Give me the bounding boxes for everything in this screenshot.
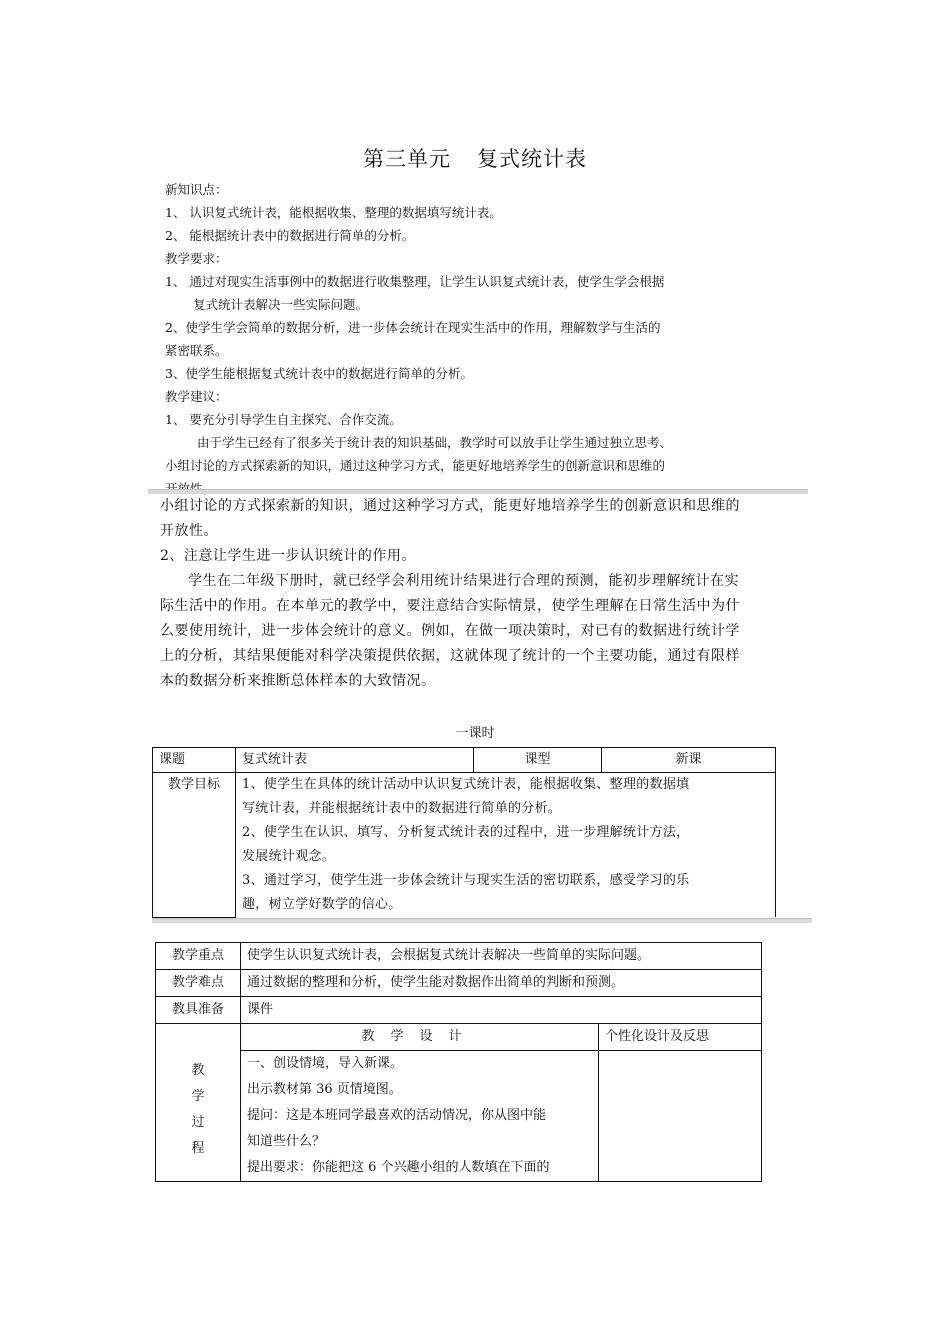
tools-value: 课件: [241, 997, 762, 1024]
continued-text: [160, 494, 780, 694]
topic-label: 课题: [153, 748, 236, 773]
knowledge-heading: 新知识点：: [165, 182, 228, 197]
table-row: [156, 1051, 762, 1182]
process-label-char: 程: [191, 1141, 205, 1156]
process-label-char: 教: [191, 1063, 205, 1078]
requirement-item-continued: 复式统计表解决一些实际问题。: [193, 297, 369, 312]
requirement-item: 3、使学生能根据复式统计表中的数据进行简单的分析。: [165, 366, 473, 381]
reflection-header: 个性化设计及反思: [599, 1024, 762, 1051]
paragraph-line: 际生活中的作用。在本单元的教学中，要注意结合实际情景，使学生理解在日常生活中为什: [160, 598, 740, 614]
goals-label: 教学目标: [153, 773, 236, 918]
difficulty-label: 教学难点: [156, 970, 241, 997]
goal-line: 趣，树立学好数学的信心。: [242, 897, 402, 912]
suggestion-item: 1、 要充分引导学生自主探究、合作交流。: [165, 412, 402, 427]
paragraph-line: 么要使用统计，进一步体会统计的意义。例如，在做一项决策时，对已有的数据进行统计学: [160, 623, 740, 639]
unit-title-part1: 第三单元: [363, 147, 451, 171]
difficulty-value: 通过数据的整理和分析，使学生能对数据作出简单的判断和预测。: [241, 970, 762, 997]
paragraph-line: 上的分析，其结果便能对科学决策提供依据，这就体现了统计的一个主要功能，通过有限样: [160, 648, 740, 664]
key-value: 使学生认识复式统计表，会根据复式统计表解决一些简单的实际问题。: [241, 943, 762, 970]
tools-label: 教具准备: [156, 997, 241, 1024]
knowledge-item: 2、 能根据统计表中的数据进行简单的分析。: [165, 228, 415, 243]
knowledge-item: 1、 认识复式统计表，能根据收集、整理的数据填写统计表。: [165, 205, 502, 220]
key-label: 教学重点: [156, 943, 241, 970]
process-label-char: 过: [191, 1115, 205, 1130]
requirement-item-continued: 紧密联系。: [165, 343, 228, 358]
requirement-item: 2、使学生学会简单的数据分析，进一步体会统计在现实生活中的作用，理解数学与生活的: [165, 320, 661, 335]
process-line: 知道些什么？: [247, 1134, 326, 1149]
goal-line: 3、通过学习，使学生进一步体会统计与现实生活的密切联系，感受学习的乐: [242, 873, 690, 888]
process-line: 一、创设情境，导入新课。: [247, 1056, 404, 1071]
paragraph-line: 本的数据分析来推断总体样本的大致情况。: [160, 673, 436, 689]
table-row: [156, 1024, 762, 1051]
lesson-plan-table-top: [152, 747, 776, 918]
lesson-subtitle: 一课时: [455, 726, 495, 741]
paragraph-line: 学生在二年级下册时，就已经学会利用统计结果进行合理的预测，能初步理解统计在实: [188, 573, 739, 589]
type-label: 课型: [474, 748, 602, 773]
process-label-char: 学: [191, 1089, 205, 1104]
table-row: [156, 943, 762, 970]
type-value: 新课: [602, 748, 776, 773]
goal-line: 2、使学生在认识、填写、分析复式统计表的过程中，进一步理解统计方法，: [242, 825, 690, 840]
requirements-heading: 教学要求：: [165, 251, 228, 266]
clipped-line: [165, 477, 755, 487]
suggestions-heading: 教学建议：: [165, 389, 228, 404]
continued-line: 开放性。: [160, 523, 218, 539]
unit-title: [0, 143, 950, 173]
table-row: [156, 970, 762, 997]
process-line: 提问：这是本班同学最喜欢的活动情况，你从图中能: [247, 1108, 547, 1123]
table-row: [153, 748, 776, 773]
suggestion-paragraph: 小组讨论的方式探索新的知识，通过这种学习方式，能更好地培养学生的创新意识和思维的: [165, 458, 666, 473]
table-row: [156, 997, 762, 1024]
lesson-plan-table-bottom: [155, 942, 762, 1182]
table-row: [153, 773, 776, 918]
suggestion-item: 2、注意让学生进一步认识统计的作用。: [160, 548, 416, 564]
process-line: 出示教材第 36 页情境图。: [247, 1082, 402, 1097]
design-header: 教学设计: [241, 1024, 599, 1051]
reflection-content: [599, 1051, 762, 1182]
requirement-item: 1、 通过对现实生活事例中的数据进行收集整理，让学生认识复式统计表，使学生学会根据: [165, 274, 665, 289]
suggestion-paragraph: 由于学生已经有了很多关于统计表的知识基础，教学时可以放手让学生通过独立思考、: [197, 435, 673, 450]
topic-value: 复式统计表: [236, 748, 474, 773]
goal-line: 发展统计观念。: [242, 849, 336, 864]
unit-overview: [165, 178, 755, 487]
goals-content: [236, 773, 776, 918]
process-label: [156, 1024, 241, 1182]
goal-line: 1、使学生在具体的统计活动中认识复式统计表，能根据收集、整理的数据填: [242, 777, 690, 792]
process-content: [241, 1051, 599, 1182]
unit-title-part2: 复式统计表: [477, 147, 587, 171]
page-break-divider: [152, 918, 812, 923]
continued-line: 小组讨论的方式探索新的知识，通过这种学习方式，能更好地培养学生的创新意识和思维的: [160, 498, 740, 514]
process-line: 提出要求：你能把这 6 个兴趣小组的人数填在下面的: [247, 1160, 550, 1175]
goal-line: 写统计表，并能根据统计表中的数据进行简单的分析。: [242, 801, 562, 816]
